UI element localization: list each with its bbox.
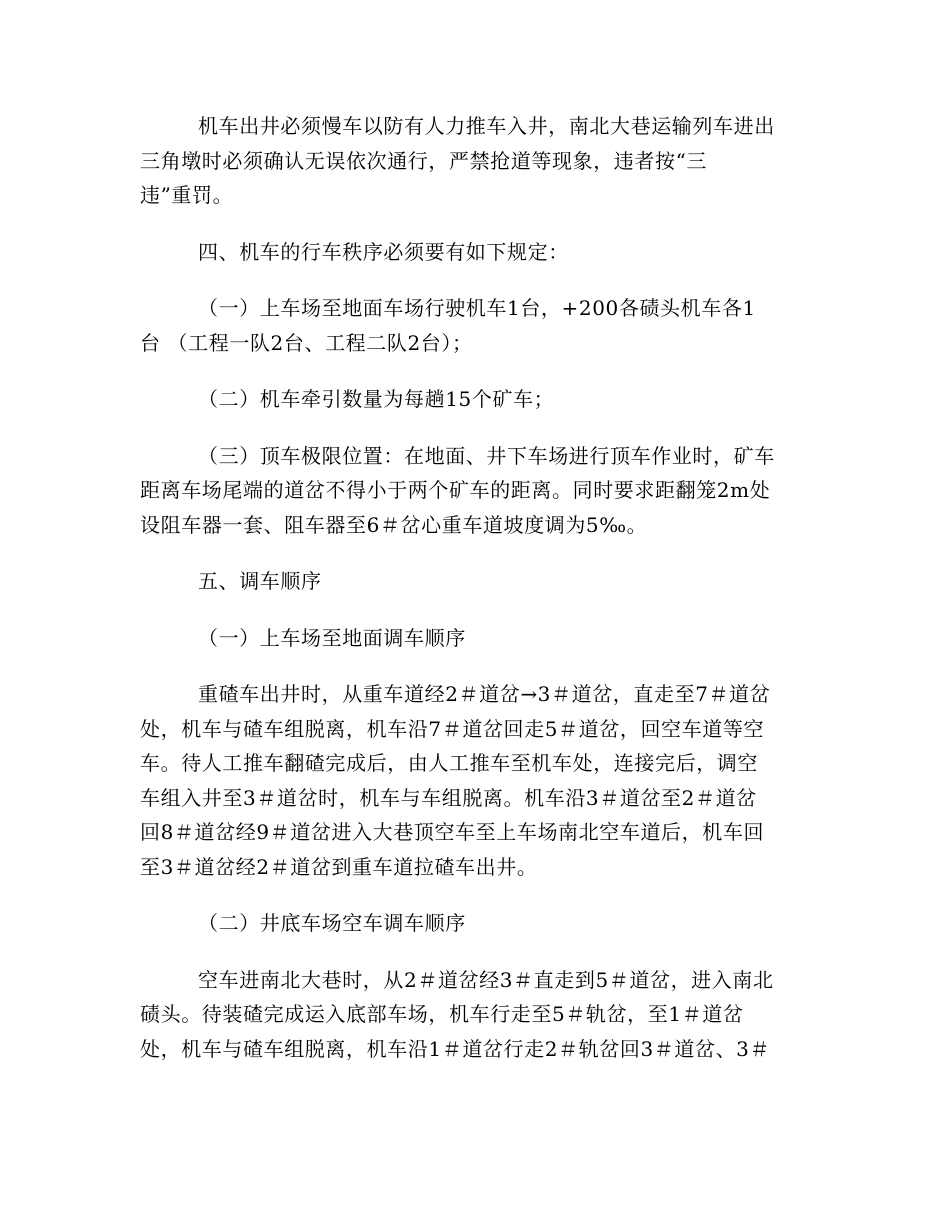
section-heading: [140, 564, 810, 599]
paragraph-line: 距离车场尾端的道岔不得小于两个矿车的距离。同时要求距翻笼2m处: [140, 478, 771, 502]
paragraph-text: [140, 963, 810, 1067]
paragraph-text: [140, 677, 810, 884]
paragraph-line: 至3＃道岔经2＃道岔到重车道拉碴车出井。: [140, 854, 538, 879]
paragraph-line: 重碴车出井时，从重车道经2＃道岔→3＃道岔，直走至7＃道岔: [198, 682, 771, 706]
paragraph-line: 碛头。待装碴完成运入底部车场，机车行走至5＃轨岔，至1＃道岔: [140, 1002, 744, 1026]
subsection-heading: [140, 621, 810, 656]
paragraph-6: [140, 564, 810, 599]
paragraph-7: [140, 621, 810, 656]
paragraph-line: 空车进南北大巷时，从2＃道岔经3＃直走到5＃道岔，进入南北: [198, 967, 774, 992]
paragraph-text: [140, 382, 810, 417]
paragraph-line: （三）顶车极限位置：在地面、井下车场进行顶车作业时，矿车: [198, 443, 775, 468]
paragraph-line: 车组入井至3＃道岔时，机车与车组脱离。机车沿3＃道岔至2＃道岔: [140, 785, 757, 810]
paragraph-line: （二）机车牵引数量为每趟15个矿车；: [198, 387, 555, 411]
paragraph-line: 处，机车与碴车组脱离，机车沿7＃道岔回走5＃道岔，回空车道等空: [140, 716, 765, 741]
paragraph-line: （一）上车场至地面车场行驶机车1台，+200各碛头机车各1: [198, 296, 756, 320]
paragraph-line: 四、机车的行车秩序必须要有如下规定：: [198, 239, 569, 264]
paragraph-9: [140, 906, 810, 941]
document-page: [140, 109, 810, 1066]
paragraph-line: 违”重罚。: [140, 183, 234, 207]
paragraph-line: 设阻车器一套、阻车器至6＃岔心重车道坡度调为5‰。: [140, 512, 648, 537]
paragraph-line: 车。待人工推车翻碴完成后，由人工推车至机车处，连接完后，调空: [140, 751, 758, 775]
paragraph-text: [140, 109, 810, 213]
paragraph-5: [140, 439, 810, 543]
paragraph-line: 台 （工程一队2台、工程二队2台）；: [140, 330, 473, 355]
paragraph-10: [140, 963, 810, 1067]
paragraph-2: [140, 235, 810, 270]
paragraph-3: [140, 291, 810, 360]
paragraph-text: [140, 439, 810, 543]
paragraph-8: [140, 677, 810, 884]
paragraph-line: 五、调车顺序: [198, 569, 322, 593]
paragraph-line: 三角墩时必须确认无误依次通行，严禁抢道等现象，违者按“三: [140, 148, 708, 173]
paragraph-1: [140, 109, 810, 213]
subsection-heading: [140, 906, 810, 941]
paragraph-text: [140, 291, 810, 360]
paragraph-line: 机车出井必须慢车以防有人力推车入井，南北大巷运输列车进出: [198, 114, 775, 138]
section-heading: [140, 235, 810, 270]
paragraph-line: （一）上车场至地面调车顺序: [198, 625, 466, 650]
paragraph-4: [140, 382, 810, 417]
paragraph-line: 处，机车与碴车组脱离，机车沿1＃道岔行走2＃轨岔回3＃道岔、3＃: [140, 1036, 771, 1061]
paragraph-line: 回8＃道岔经9＃道岔进入大巷顶空车至上车场南北空车道后，机车回: [140, 820, 765, 844]
paragraph-line: （二）井底车场空车调车顺序: [198, 911, 466, 935]
